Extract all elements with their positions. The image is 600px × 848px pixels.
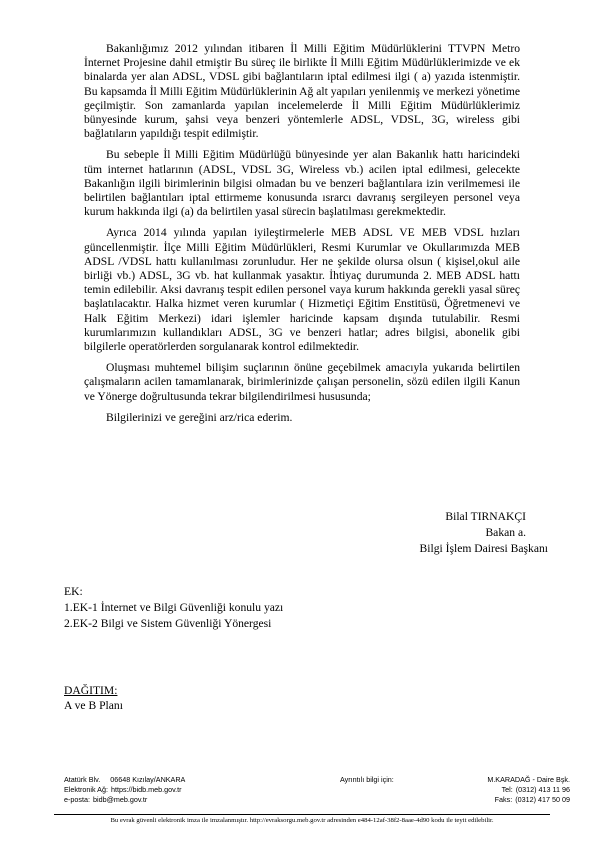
closing-line: Bilgilerinizi ve gereğini arz/rica ederim.: [106, 410, 293, 424]
signer-title: Bilgi İşlem Dairesi Başkanı: [419, 542, 548, 555]
footer-web-row: [64, 785, 284, 795]
email-label: e-posta:: [64, 795, 90, 804]
address-value: 06648 Kızılay/ANKARA: [110, 775, 186, 784]
contact-value: M.KARADAĞ - Daire Bşk.: [487, 775, 570, 784]
fax-label: Faks:: [494, 795, 513, 804]
address-label: Atatürk Blv.: [64, 775, 101, 784]
phone-value: (0312) 413 11 96: [515, 785, 570, 794]
paragraph-3: Ayrıca 2014 yılında yapılan iyileştirmelerle MEB ADSL VE MEB VDSL hızları güncellenmiştir. İlçe Milli Eğitim Müdürlükleri, Resmi Kurumlar ve Okullarımızda MEB ADSL /VDSL hattı kullanılması zorunludur. Her ne şekilde olursa olsun ( kişisel,okul aile birliği vb.) ADSL, 3G vb. hat kullanmak yasaktır. İhtiyaç durumunda 2. MEB ADSL hattı temin edilebilir. Aksi davranış tespit edilen personel vaya kurum hakkında gerekli yasal süreç başlatılacaktır. Halka hizmet veren kurumlar ( Hizmetiçi Eğitim Enstitüsü, Öğretmenevi ve Halk Eğitim Merkezi) idari işlemler haricinde kapsam dışında tutulabilir. Resmi kurumlarımızın kullandıkları ADSL, 3G ve benzeri hatlar; adres bilgisi, abonelik gibi bilgilerle operatörlerden sorgulanarak kontrol edilmektedir.: [84, 226, 520, 354]
footer-address-row: [64, 775, 284, 785]
phone-label: Tel:: [501, 785, 513, 794]
signer-name: Bilal TIRNAKÇI: [445, 510, 526, 523]
footer-contact-right: [340, 775, 570, 805]
distribution-heading: DAĞITIM:: [64, 684, 118, 697]
distribution-section: [64, 683, 264, 713]
verification-notice: Bu evrak güvenli elektronik imza ile imzalanmıştır. http://evraksorgu.meb.gov.tr adresinden e484-12af-38f2-8aae-4d90 kodu ile teyit edilebilir.: [110, 817, 494, 824]
signature-block: [388, 509, 548, 557]
paragraph-2: Bu sebeple İl Milli Eğitim Müdürlüğü bünyesinde yer alan Bakanlık hattı haricindeki tüm internet hatlarının (ADSL, VDSL 3G, Wireless vb.) acilen iptal edilmesi, gelecekte Bakanlığın ilgili birimlerinin bilgisi olmadan bu ve benzeri bağlantılara izin verilmemesi ile belirtilen bağlantıları iptal ettirmeme konusunda ısrarcı davranış sergileyen personel veya kurum hakkında ilgi (a) da belirtilen yasal sürecin başlatılması gerekmektedir.: [84, 148, 520, 219]
web-label: Elektronik Ağ:: [64, 785, 108, 794]
footer-contact-left: [64, 775, 284, 805]
paragraph-1: Bakanlığımız 2012 yılından itibaren İl Milli Eğitim Müdürlüklerini TTVPN Metro İnternet Projesine dahil etmiştir Bu süreç ile birlikte İl Milli Eğitim Müdürlüklerimizde ve ek binalarda yer alan ADSL, VDSL gibi bağlantıların iptal edilmesi ilgi ( a) yazıda istenmiştir. Bu kapsamda İl Milli Eğitim Müdürlüklerinin Ağ alt yapıları yenilenmiş ve merkezi yönetime geçilmiştir. Son zamanlarda yapılan incelemelerde İl Milli Eğitim Müdürlüklerimiz bünyesinde kurum, şahsi veya benzeri yöntemlerle ADSL, VDSL, 3G, wireless gibi bağlatıların yapıldığı tespit edilmiştir.: [84, 42, 520, 141]
contact-label: Ayrıntılı bilgi için:: [340, 775, 394, 784]
attachments-heading: EK:: [64, 585, 83, 598]
attachments-section: [64, 584, 464, 632]
footer-divider: [54, 814, 550, 815]
footer-info-row: [340, 775, 570, 785]
signer-role: Bakan a.: [485, 526, 526, 539]
paragraph-4: Oluşması muhtemel bilişim suçlarının önüne geçebilmek amacıyla yukarıda belirtilen çalışmaların acilen tamamlanarak, birimlerinizde çalışan personelin, sözü edilen ilgili Kanun ve Yönerge doğrultusunda tekrar bilgilendirilmesi hususunda;: [84, 361, 520, 403]
email-link[interactable]: bidb@meb.gov.tr: [92, 795, 148, 804]
attachment-item-1: 1.EK-1 İnternet ve Bilgi Güvenliği konulu yazı: [64, 601, 284, 614]
attachment-item-2: 2.EK-2 Bilgi ve Sistem Güvenliği Yönergesi: [64, 617, 272, 630]
footer-fax-row: [340, 795, 570, 805]
distribution-value: A ve B Planı: [64, 699, 123, 712]
web-link[interactable]: https://bidb.meb.gov.tr: [110, 785, 182, 794]
fax-value: (0312) 417 50 09: [515, 795, 570, 804]
letter-body: [84, 42, 520, 425]
footer-phone-row: [340, 785, 570, 795]
footer-email-row: [64, 795, 284, 805]
